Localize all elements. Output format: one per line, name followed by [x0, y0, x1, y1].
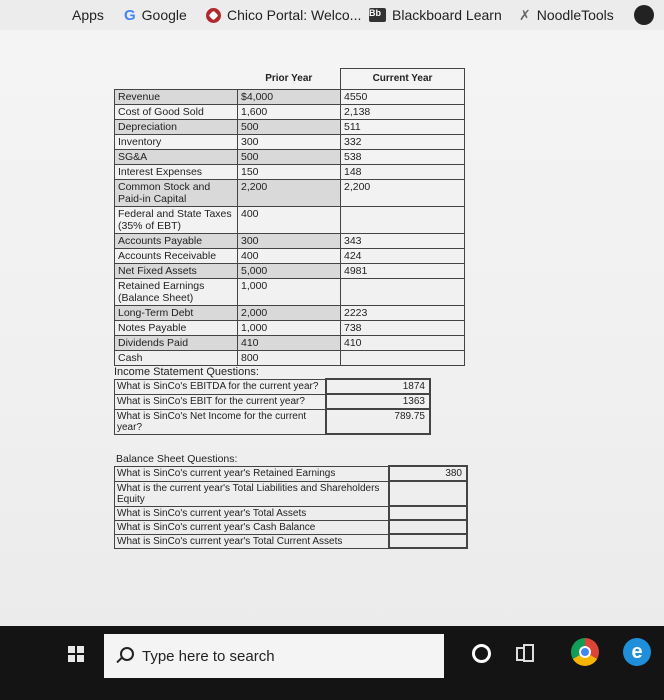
- table-row: [115, 321, 465, 336]
- header-blank: [115, 69, 238, 90]
- header-current-year: Current Year: [341, 69, 465, 90]
- edge-icon[interactable]: e: [623, 638, 651, 666]
- google-icon: G: [124, 6, 136, 24]
- bookmark-chico-portal[interactable]: [206, 5, 361, 25]
- row-prior-value: 1,600: [238, 105, 341, 120]
- row-label: Interest Expenses: [115, 165, 238, 180]
- extension-icon[interactable]: [634, 5, 654, 25]
- row-prior-value: 2,200: [238, 180, 341, 207]
- question-text: What is SinCo's EBIT for the current year?: [115, 394, 327, 409]
- row-label: Accounts Receivable: [115, 249, 238, 264]
- search-placeholder: Type here to search: [142, 647, 275, 665]
- table-row: [115, 165, 465, 180]
- row-prior-value: 500: [238, 150, 341, 165]
- answer-cell[interactable]: [389, 520, 467, 534]
- row-current-value[interactable]: 2,138: [341, 105, 465, 120]
- row-prior-value: 800: [238, 351, 341, 366]
- bookmark-noodletools[interactable]: [519, 5, 614, 25]
- question-row: [115, 466, 468, 481]
- row-prior-value: 1,000: [238, 279, 341, 306]
- row-current-value[interactable]: 738: [341, 321, 465, 336]
- table-row: [115, 264, 465, 279]
- row-prior-value: 410: [238, 336, 341, 351]
- blackboard-icon: Bb: [369, 8, 386, 22]
- question-text: What is the current year's Total Liabilities and Shareholders Equity: [115, 481, 390, 506]
- bookmark-chico-label: Chico Portal: Welco...: [227, 7, 362, 23]
- table-row: [115, 105, 465, 120]
- row-label: Depreciation: [115, 120, 238, 135]
- financial-table: [114, 68, 465, 366]
- bookmark-noodletools-label: NoodleTools: [536, 7, 614, 23]
- question-text: What is SinCo's current year's Cash Balance: [115, 520, 390, 534]
- bookmark-apps-label: Apps: [72, 7, 104, 23]
- row-prior-value: 400: [238, 207, 341, 234]
- windows-start-icon[interactable]: [68, 646, 84, 662]
- table-row: [115, 120, 465, 135]
- worksheet-area: [0, 30, 664, 626]
- table-row: [115, 279, 465, 306]
- row-prior-value: 5,000: [238, 264, 341, 279]
- row-label: Cost of Good Sold: [115, 105, 238, 120]
- answer-cell[interactable]: 1874: [326, 379, 430, 394]
- chico-logo-icon: [206, 8, 221, 23]
- question-text: What is SinCo's current year's Retained Earnings: [115, 466, 390, 481]
- question-text: What is SinCo's Net Income for the current year?: [115, 409, 327, 434]
- bookmark-google[interactable]: [124, 5, 187, 25]
- noodletools-icon: ✗: [519, 6, 531, 23]
- answer-cell[interactable]: [389, 481, 467, 506]
- row-current-value[interactable]: [341, 207, 465, 234]
- row-current-value[interactable]: 2,200: [341, 180, 465, 207]
- row-current-value[interactable]: [341, 279, 465, 306]
- row-prior-value: 500: [238, 120, 341, 135]
- row-prior-value: 300: [238, 135, 341, 150]
- table-row: [115, 150, 465, 165]
- question-text: What is SinCo's current year's Total Assets: [115, 506, 390, 520]
- table-row: [115, 135, 465, 150]
- row-current-value[interactable]: 424: [341, 249, 465, 264]
- row-label: Accounts Payable: [115, 234, 238, 249]
- row-prior-value: 400: [238, 249, 341, 264]
- answer-cell[interactable]: [389, 534, 467, 548]
- answer-cell[interactable]: 789.75: [326, 409, 430, 434]
- question-row: [115, 520, 468, 534]
- row-label: Common Stock and Paid-in Capital: [115, 180, 238, 207]
- row-current-value[interactable]: 148: [341, 165, 465, 180]
- question-row: [115, 506, 468, 520]
- row-current-value[interactable]: 332: [341, 135, 465, 150]
- row-label: Net Fixed Assets: [115, 264, 238, 279]
- row-label: Notes Payable: [115, 321, 238, 336]
- row-label: Dividends Paid: [115, 336, 238, 351]
- table-row: [115, 180, 465, 207]
- bookmarks-bar: [0, 0, 664, 31]
- table-row: [115, 351, 465, 366]
- row-current-value[interactable]: 511: [341, 120, 465, 135]
- chrome-icon[interactable]: [571, 638, 599, 666]
- table-header-row: [115, 69, 465, 90]
- apps-grid-icon: [52, 8, 66, 22]
- question-row: [115, 534, 468, 548]
- bookmark-google-label: Google: [141, 7, 187, 23]
- header-prior-year: Prior Year: [265, 72, 313, 84]
- row-current-value[interactable]: 343: [341, 234, 465, 249]
- row-prior-value: 300: [238, 234, 341, 249]
- row-current-value[interactable]: 4550: [341, 90, 465, 105]
- bookmark-blackboard-label: Blackboard Learn: [392, 7, 502, 23]
- table-row: [115, 306, 465, 321]
- row-prior-value: 150: [238, 165, 341, 180]
- answer-cell[interactable]: 1363: [326, 394, 430, 409]
- row-label: Long-Term Debt: [115, 306, 238, 321]
- row-prior-value: 2,000: [238, 306, 341, 321]
- row-label: Retained Earnings (Balance Sheet): [115, 279, 238, 306]
- table-row: [115, 249, 465, 264]
- cortana-icon[interactable]: [472, 644, 491, 663]
- row-label: Federal and State Taxes (35% of EBT): [115, 207, 238, 234]
- row-label: SG&A: [115, 150, 238, 165]
- question-row: [115, 379, 431, 394]
- question-row: [115, 481, 468, 506]
- answer-cell[interactable]: 380: [389, 466, 467, 481]
- row-prior-value: 1,000: [238, 321, 341, 336]
- financial-sheet: [114, 68, 468, 549]
- bookmark-blackboard[interactable]: [369, 5, 502, 25]
- search-icon: [114, 647, 132, 665]
- balance-questions-table: [114, 465, 468, 549]
- row-current-value[interactable]: 2223: [341, 306, 465, 321]
- bookmark-apps[interactable]: [52, 5, 104, 25]
- answer-cell[interactable]: [389, 506, 467, 520]
- table-row: [115, 234, 465, 249]
- table-row: [115, 207, 465, 234]
- question-text: What is SinCo's current year's Total Current Assets: [115, 534, 390, 548]
- income-questions-table: [114, 378, 431, 435]
- table-row: [115, 336, 465, 351]
- row-prior-value: $4,000: [238, 90, 341, 105]
- question-row: [115, 409, 431, 434]
- row-current-value[interactable]: 538: [341, 150, 465, 165]
- row-label: Cash: [115, 351, 238, 366]
- taskbar-search-box[interactable]: [104, 634, 444, 678]
- taskbar: [0, 626, 664, 700]
- table-row: [115, 90, 465, 105]
- task-view-icon[interactable]: [516, 644, 534, 662]
- income-questions-title: Income Statement Questions:: [114, 366, 259, 378]
- row-current-value[interactable]: 4981: [341, 264, 465, 279]
- balance-questions-title: Balance Sheet Questions:: [116, 453, 238, 465]
- row-current-value[interactable]: [341, 351, 465, 366]
- row-label: Inventory: [115, 135, 238, 150]
- question-row: [115, 394, 431, 409]
- row-current-value[interactable]: 410: [341, 336, 465, 351]
- question-text: What is SinCo's EBITDA for the current year?: [115, 379, 327, 394]
- row-label: Revenue: [115, 90, 238, 105]
